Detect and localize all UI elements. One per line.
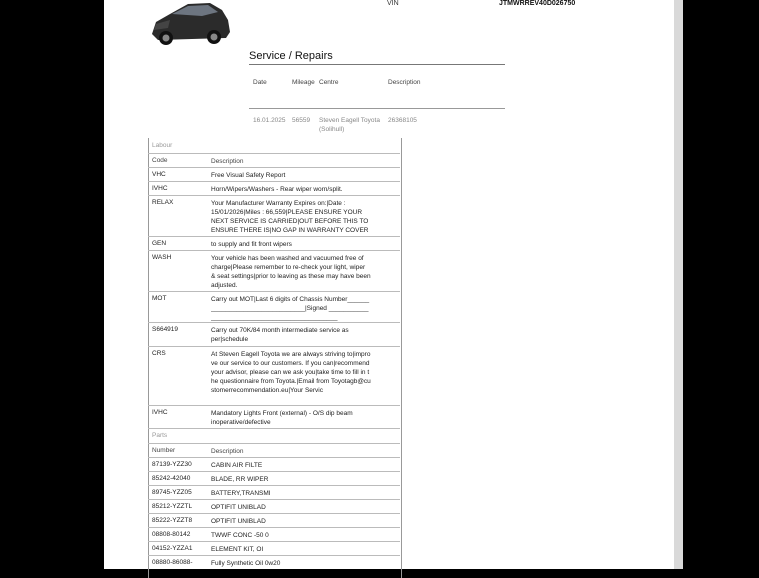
part-number: 08808-80142 bbox=[152, 531, 191, 538]
part-number: 08880-86088- bbox=[152, 559, 193, 566]
labour-code: WASH bbox=[152, 254, 172, 261]
labour-header-description: Description bbox=[211, 158, 244, 165]
parts-section-row bbox=[148, 428, 400, 443]
title-divider bbox=[249, 64, 505, 65]
part-number: 85212-YZZTL bbox=[152, 503, 193, 510]
labour-code: RELAX bbox=[152, 199, 174, 206]
labour-code: VHC bbox=[152, 171, 166, 178]
part-number: 85242-42040 bbox=[152, 475, 191, 482]
parts-row bbox=[148, 527, 400, 541]
labour-row bbox=[148, 195, 400, 236]
part-description: Fully Synthetic Oil 0w20 bbox=[211, 560, 281, 567]
labour-header-row bbox=[148, 153, 400, 167]
labour-row bbox=[148, 181, 400, 195]
labour-code: S664919 bbox=[152, 326, 179, 333]
part-number: 87139-YZZ30 bbox=[152, 461, 192, 468]
section-title: Service / Repairs bbox=[249, 50, 333, 62]
parts-row bbox=[148, 555, 400, 569]
part-description: CABIN AIR FILTE bbox=[211, 462, 263, 469]
labour-row bbox=[148, 236, 400, 250]
parts-section-label: Parts bbox=[152, 432, 168, 439]
part-description: BATTERY,TRANSMI bbox=[211, 490, 271, 497]
labour-row bbox=[148, 405, 400, 428]
labour-description: Horn/Wipers/Washers - Rear wiper worn/split. bbox=[211, 186, 343, 193]
parts-row bbox=[148, 541, 400, 555]
part-description: TWWF CONC -50 0 bbox=[211, 532, 269, 539]
labour-code: GEN bbox=[152, 240, 167, 247]
labour-description: Free Visual Safety Report bbox=[211, 172, 286, 179]
part-description: OPTIFIT UNIBLAD bbox=[211, 518, 266, 525]
labour-code: CRS bbox=[152, 350, 166, 357]
header-centre: Centre bbox=[319, 79, 339, 86]
header-mileage: Mileage bbox=[292, 79, 315, 86]
header-divider bbox=[249, 108, 505, 109]
labour-description: Carry out 70K/84 month intermediate service as per|schedule bbox=[211, 327, 349, 344]
part-number: 89745-YZZ05 bbox=[152, 489, 192, 496]
service-description: 26368105 bbox=[388, 117, 417, 124]
labour-header-code: Code bbox=[152, 157, 168, 164]
vin-value: JTMWRREV40D026750 bbox=[499, 0, 576, 7]
labour-code: MOT bbox=[152, 295, 167, 302]
part-description: OPTIFIT UNIBLAD bbox=[211, 504, 266, 511]
page-edge bbox=[674, 0, 683, 569]
header-description: Description bbox=[388, 79, 421, 86]
labour-description: Carry out MOT|Last 6 digits of Chassis Number________________________________|Signed ______________________________________________ bbox=[211, 296, 370, 322]
labour-description: At Steven Eagell Toyota we are always striving to|improve our service to our customers. If you can|recommend your advisor, please can we ask you|take time to fill in the questionnaire from Toyota.|Email from Toyotagb@customerrecommendation.eu|Your Servic bbox=[211, 351, 371, 395]
part-number: 85222-YZZT8 bbox=[152, 517, 193, 524]
labour-row bbox=[148, 346, 400, 405]
labour-section-label: Labour bbox=[152, 142, 173, 149]
parts-row bbox=[148, 457, 400, 471]
parts-row bbox=[148, 513, 400, 527]
labour-code: IVHC bbox=[152, 185, 168, 192]
parts-row bbox=[148, 471, 400, 485]
labour-row bbox=[148, 291, 400, 322]
labour-description: to supply and fit front wipers bbox=[211, 241, 292, 248]
part-number: 04152-YZZA1 bbox=[152, 545, 193, 552]
header-date: Date bbox=[253, 79, 267, 86]
part-description: ELEMENT KIT, OI bbox=[211, 546, 264, 553]
labour-code: IVHC bbox=[152, 409, 168, 416]
part-description: BLADE, RR WIPER bbox=[211, 476, 269, 483]
labour-row bbox=[148, 167, 400, 181]
vin-label: VIN bbox=[387, 0, 399, 7]
labour-description: Your vehicle has been washed and vacuumed free of charge|Please remember to re-check your light, wiper & seat settings|prior to leaving as these may have been adjusted. bbox=[211, 255, 371, 290]
parts-row bbox=[148, 485, 400, 499]
parts-header-description: Description bbox=[211, 448, 244, 455]
labour-description: Mandatory Lights Front (external) - O/S dip beam inoperative/defective bbox=[211, 410, 353, 427]
parts-header-number: Number bbox=[152, 447, 176, 454]
labour-row bbox=[148, 322, 400, 346]
labour-row bbox=[148, 250, 400, 291]
service-mileage: 56559 bbox=[292, 117, 311, 124]
car-image bbox=[148, 0, 234, 48]
service-centre: Steven Eagell Toyota (Solihull) bbox=[319, 117, 380, 133]
parts-row bbox=[148, 499, 400, 513]
service-date: 16.01.2025 bbox=[253, 117, 286, 124]
parts-header-row bbox=[148, 443, 400, 457]
labour-description: Your Manufacturer Warranty Expires on:|Date : 15/01/2026|Miles : 66,559|PLEASE ENSURE YOUR NEXT SERVICE IS CARRIED|OUT BEFORE THIS TO ENSURE THERE IS|NO GAP IN WARRANTY COVER bbox=[211, 200, 369, 235]
